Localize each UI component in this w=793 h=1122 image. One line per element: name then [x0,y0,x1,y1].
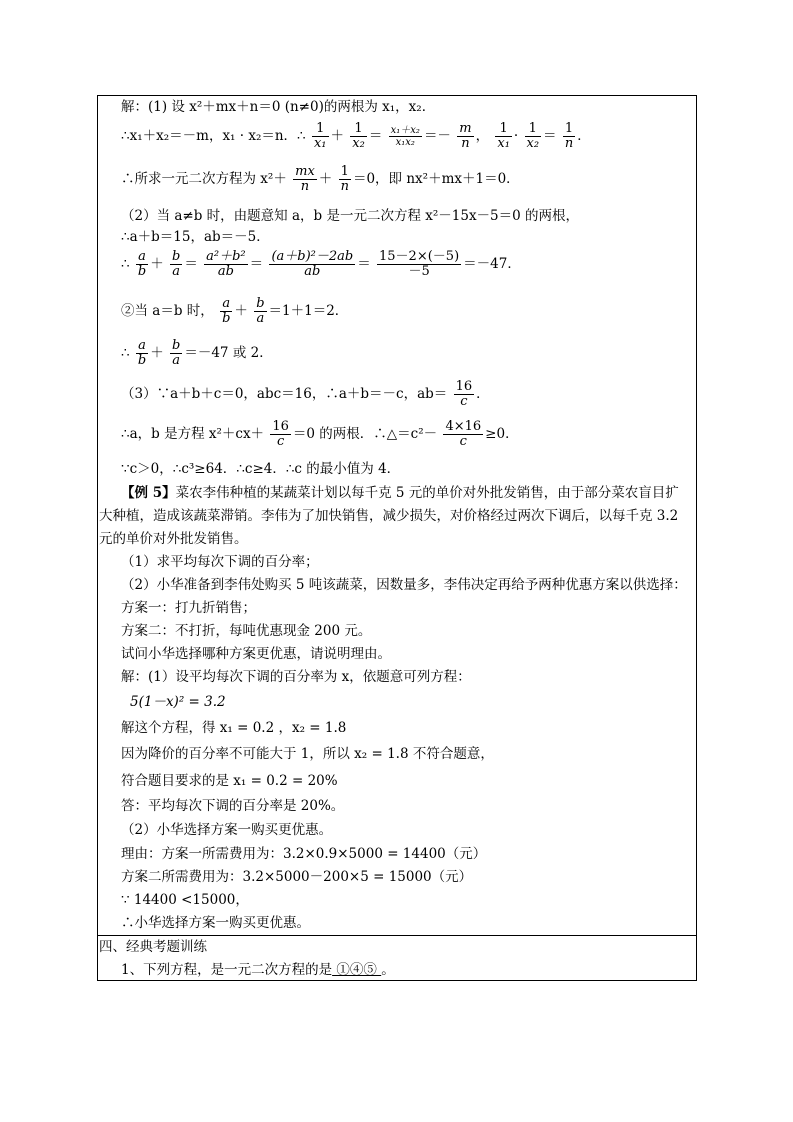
section-divider [97,935,697,936]
answer-blank: ①④⑤ [332,962,382,978]
question-ask: 试问小华选择哪种方案更优惠，请说明理由。 [121,646,391,662]
solution-line-2: ∴x₁＋x₂＝－m，x₁ · x₂＝n．∴ $\frac{1}{\text{x₁}}$ ＋ $\frac{1}{\text{x₂}}$ ＝ $\frac{\text{x₁＋x₂}}{\text{x₁x₂}}$ ＝－ $\frac{m}{n}$ ， $\frac{1}{\text{x₁}}$ · $\frac{1}{\text{x₂}}$ ＝ $\frac{1}{n}$ ． [121,121,591,151]
section-4-title: 四、经典考题训练 [99,939,207,955]
solution-line-8: ∴ $\frac{a}{b}$ ＋ $\frac{b}{a}$ ＝－47 或 2． [121,338,273,368]
answer-line-8: 理由：方案一所需费用为：3.2×0.9×5000 = 14400（元） [121,846,487,862]
answer-line-11: ∴小华选择方案一购买更优惠。 [121,915,310,931]
solution-line-9: （3）∵a＋b＋c＝0，abc＝16，∴a＋b＝－c，ab＝ $\frac{16}{c}$ ． [121,379,490,409]
answer-line-1: 解：(1）设平均每次下调的百分率为 x，依题意可列方程： [121,669,471,685]
example5-line-1: 【例 5】菜农李伟种植的某蔬菜计划以每千克 5 元的单价对外批发销售，由于部分菜农盲目扩 [121,485,679,501]
example5-title: 【例 5】 [121,485,176,501]
option-2: 方案二：不打折，每吨优惠现金 200 元。 [121,623,372,639]
answer-line-10: ∵ 14400 <15000， [121,892,249,908]
section-4-question-1: 1、下列方程，是一元二次方程的是 ①④⑤ 。 [121,962,395,978]
solution-line-5: ∴a＋b＝15，ab＝－5． [121,229,270,245]
solution-line-1: 解：(1) 设 x²＋mx＋n＝0 (n≠0)的两根为 x₁，x₂． [121,99,436,115]
solution-line-11: ∵c＞0，∴c³≥64．∴c≥4．∴c 的最小值为 4． [121,461,401,477]
solution-line-10: ∴a，b 是方程 x²＋cx＋ $\frac{16}{c}$ ＝0 的两根．∴△＝c²－ $\frac{4\times 16}{c}$ ≥0． [121,419,519,449]
solution-line-6: ∴ $\frac{a}{b}$ ＋ $\frac{b}{a}$ ＝ $\frac{\text{a²＋b²}}{ab}$ ＝ $\frac{\text{(a＋b)²－2ab}}{ab}$ ＝ $\frac{15-2\times(-5)}{-5}$ ＝－47． [121,249,521,279]
answer-line-5: 符合题目要求的是 x₁ = 0.2 = 20% [121,773,338,789]
answer-equation: 5(1－x)² = 3.2 [130,694,226,710]
solution-line-7: ②当 a＝b 时， $\frac{a}{b}$ ＋ $\frac{b}{a}$ ＝1＋1＝2． [121,296,349,326]
answer-line-3: 解这个方程，得 x₁ = 0.2 ，x₂ = 1.8 [121,720,347,736]
answer-line-7: （2）小华选择方案一购买更优惠。 [121,822,333,838]
question-2: （2）小华准备到李伟处购买 5 吨该蔬菜，因数量多，李伟决定再给予两种优惠方案以供选择： [121,577,687,593]
question-1: （1）求平均每次下调的百分率； [121,554,319,570]
example5-line-3: 元的单价对外批发销售。 [99,531,248,547]
answer-line-4: 因为降价的百分率不可能大于 1，所以 x₂ = 1.8 不符合题意， [121,746,494,762]
solution-line-3: ∴所求一元二次方程为 x²＋ $\frac{mx}{n}$ ＋ $\frac{1}{n}$ ＝0，即 nx²＋mx＋1＝0． [121,164,520,194]
example5-line-2: 大种植，造成该蔬菜滞销。李伟为了加快销售，减少损失，对价格经过两次下调后，以每千克 3.2 [99,508,679,524]
option-1: 方案一：打九折销售； [121,600,256,616]
answer-line-6: 答：平均每次下调的百分率是 20%。 [121,798,345,814]
solution-line-4: （2）当 a≠b 时，由题意知 a，b 是一元二次方程 x²－15x－5＝0 的两根， [121,208,580,224]
answer-line-9: 方案二所需费用为：3.2×5000－200×5 = 15000（元） [121,869,473,885]
